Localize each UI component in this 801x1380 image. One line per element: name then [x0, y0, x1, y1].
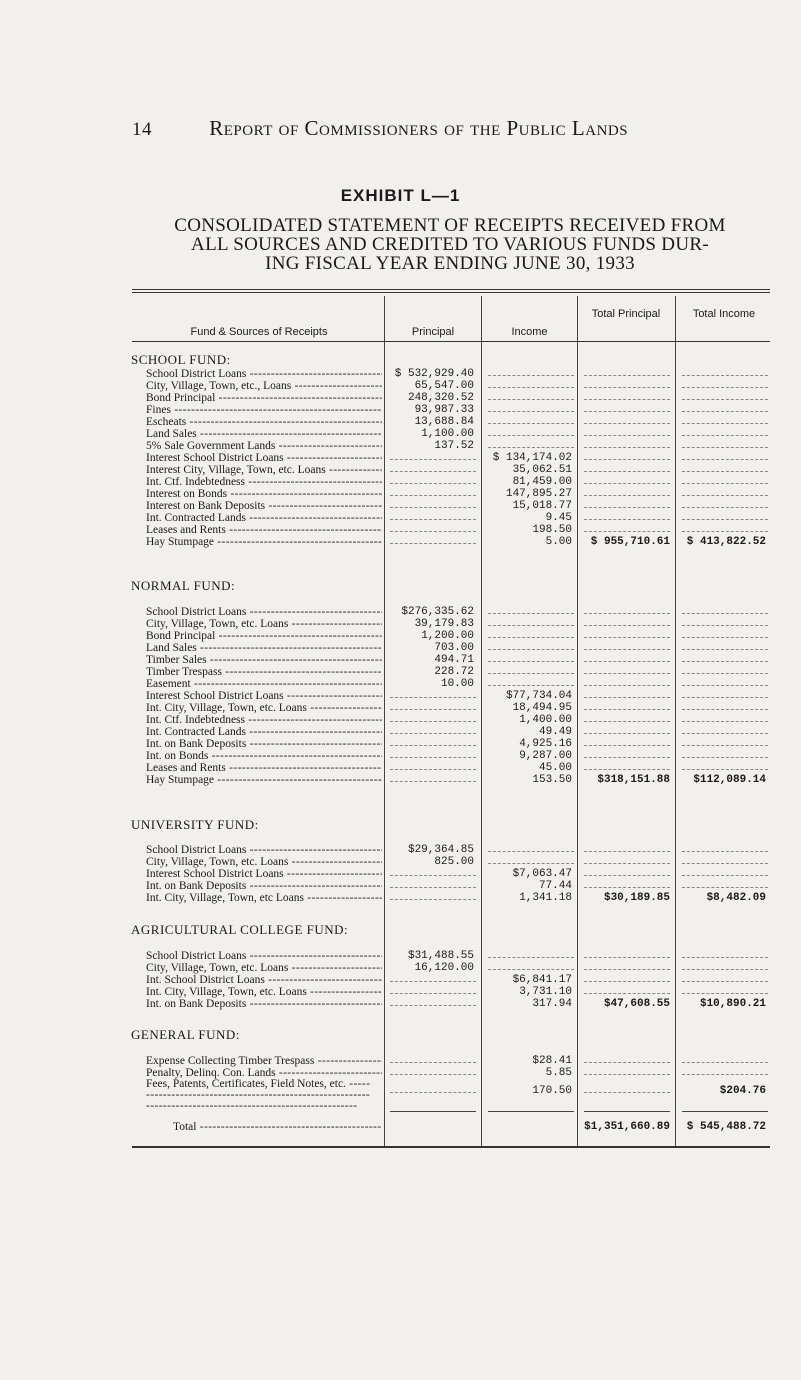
empty-cell-leader	[682, 507, 768, 508]
empty-cell-leader	[390, 887, 476, 888]
empty-cell-leader	[584, 1062, 670, 1063]
row-principal-value: 228.72	[434, 666, 474, 678]
row-label: Int. Ctf. Indebtedness -----	[146, 715, 382, 726]
row-tp-value: $30,189.85	[603, 892, 670, 904]
table-row	[0, 655, 801, 666]
empty-cell-leader	[584, 673, 670, 674]
row-label: Int. on Bank Deposits -----	[146, 999, 382, 1010]
empty-cell-leader	[390, 781, 476, 782]
empty-cell-leader	[390, 769, 476, 770]
empty-cell-leader	[682, 673, 768, 674]
empty-cell-leader	[584, 685, 670, 686]
heading-line-3: ING FISCAL YEAR ENDING JUNE 30, 1933	[265, 253, 635, 274]
table-row	[0, 643, 801, 654]
table-top-rule	[132, 289, 770, 290]
table-row	[0, 999, 801, 1010]
row-income-value: 317.94	[532, 998, 572, 1010]
empty-cell-leader	[390, 993, 476, 994]
row-principal-value: 10.00	[440, 678, 474, 690]
empty-cell-leader	[682, 471, 768, 472]
row-label: Hay Stumpage -----	[146, 775, 382, 786]
total-row	[0, 1122, 801, 1133]
table-row	[0, 525, 801, 536]
heading-line-2: ALL SOURCES AND CREDITED TO VARIOUS FUNDS DUR-	[191, 234, 709, 255]
row-tp-value: $47,608.55	[603, 998, 670, 1010]
row-label: Int. on Bank Deposits -----	[146, 739, 382, 750]
empty-cell-leader	[584, 613, 670, 614]
empty-cell-leader	[390, 495, 476, 496]
row-income-value: 3,731.10	[519, 986, 572, 998]
row-label: Bond Principal -----	[146, 393, 382, 404]
table-row	[0, 667, 801, 678]
empty-cell-leader	[488, 423, 574, 424]
empty-cell-leader	[682, 745, 768, 746]
row-income-value: 1,400.00	[519, 714, 572, 726]
table-row	[0, 465, 801, 476]
table-row	[0, 963, 801, 974]
empty-cell-leader	[390, 981, 476, 982]
table-row	[0, 679, 801, 690]
empty-cell-leader	[584, 531, 670, 532]
row-label: City, Village, Town, etc. Loans -----	[146, 857, 382, 868]
row-label: Interest on Bonds -----	[146, 489, 382, 500]
row-principal-value: 65,547.00	[414, 380, 474, 392]
empty-cell-leader	[488, 957, 574, 958]
empty-cell-leader	[682, 625, 768, 626]
table-row	[0, 417, 801, 428]
empty-cell-leader	[584, 435, 670, 436]
row-income-value: 45.00	[538, 762, 572, 774]
empty-cell-leader	[584, 471, 670, 472]
table-row	[0, 429, 801, 440]
row-label: Fines -----	[146, 405, 382, 416]
empty-cell-leader	[682, 957, 768, 958]
empty-cell-leader	[584, 697, 670, 698]
row-principal-value: 13,688.84	[414, 416, 474, 428]
row-ti-value: $8,482.09	[706, 892, 766, 904]
empty-cell-leader	[682, 649, 768, 650]
empty-cell-leader	[390, 543, 476, 544]
col-header-principal: Principal	[411, 326, 455, 338]
row-label: School District Loans -----	[146, 607, 382, 618]
empty-cell-leader	[682, 875, 768, 876]
empty-cell-leader	[682, 697, 768, 698]
row-income-value: 49.49	[538, 726, 572, 738]
col-header-fund: Fund & Sources of Receipts	[190, 326, 328, 338]
empty-cell-leader	[584, 661, 670, 662]
empty-cell-leader	[488, 387, 574, 388]
row-label: Hay Stumpage -----	[146, 537, 382, 548]
table-row	[0, 477, 801, 488]
row-label: Int. School District Loans -----	[146, 975, 382, 986]
row-label: City, Village, Town, etc., Loans -----	[146, 381, 382, 392]
empty-cell-leader	[682, 483, 768, 484]
row-income-value: 81,459.00	[512, 476, 572, 488]
empty-cell-leader	[584, 495, 670, 496]
total-rule	[488, 1111, 574, 1112]
table-row	[0, 739, 801, 750]
row-income-value: 153.50	[532, 774, 572, 786]
empty-cell-leader	[584, 625, 670, 626]
empty-cell-leader	[390, 483, 476, 484]
row-income-value: $7,063.47	[512, 868, 572, 880]
empty-cell-leader	[488, 447, 574, 448]
empty-cell-leader	[682, 411, 768, 412]
empty-cell-leader	[682, 375, 768, 376]
empty-cell-leader	[682, 613, 768, 614]
empty-cell-leader	[682, 661, 768, 662]
empty-cell-leader	[390, 459, 476, 460]
row-label: Leases and Rents -----	[146, 763, 382, 774]
table-row	[0, 951, 801, 962]
empty-cell-leader	[584, 709, 670, 710]
col-header-total-income: Total Income	[692, 308, 756, 320]
table-row	[0, 893, 801, 904]
row-label: Expense Collecting Timber Trespass -----	[146, 1056, 382, 1067]
empty-cell-leader	[682, 887, 768, 888]
row-label: Interest on Bank Deposits -----	[146, 501, 382, 512]
table-row	[0, 405, 801, 416]
empty-cell-leader	[488, 637, 574, 638]
row-income-value: 147,895.27	[505, 488, 572, 500]
empty-cell-leader	[584, 957, 670, 958]
empty-cell-leader	[488, 969, 574, 970]
row-label: School District Loans -----	[146, 951, 382, 962]
row-label: Penalty, Delinq. Con. Lands -----	[146, 1068, 382, 1079]
table-row	[0, 857, 801, 868]
empty-cell-leader	[584, 875, 670, 876]
table-row	[0, 501, 801, 512]
row-income-value: 9.45	[545, 512, 572, 524]
empty-cell-leader	[584, 981, 670, 982]
empty-cell-leader	[390, 745, 476, 746]
exhibit-label: EXHIBIT L—1	[340, 186, 461, 205]
empty-cell-leader	[390, 697, 476, 698]
table-row	[0, 513, 801, 524]
empty-cell-leader	[682, 993, 768, 994]
row-label: Int. on Bonds -----	[146, 751, 382, 762]
col-header-total-principal: Total Principal	[591, 308, 661, 320]
empty-cell-leader	[390, 507, 476, 508]
row-income-value: 18,494.95	[512, 702, 572, 714]
total-income-value: $ 545,488.72	[686, 1121, 766, 1133]
table-row	[0, 987, 801, 998]
table-row	[0, 727, 801, 738]
empty-cell-leader	[390, 875, 476, 876]
empty-cell-leader	[682, 981, 768, 982]
empty-cell-leader	[390, 733, 476, 734]
row-label: Int. Ctf. Indebtedness -----	[146, 477, 382, 488]
row-label: Easement -----	[146, 679, 382, 690]
row-principal-value: 1,100.00	[421, 428, 474, 440]
empty-cell-leader	[682, 399, 768, 400]
row-label: Int. City, Village, Town, etc. Loans -----	[146, 987, 382, 998]
table-row	[0, 369, 801, 380]
row-label: Timber Trespass -----	[146, 667, 382, 678]
row-principal-value: 93,987.33	[414, 404, 474, 416]
row-label: Int. Contracted Lands -----	[146, 513, 382, 524]
row-income-value: 198.50	[532, 524, 572, 536]
table-row	[0, 691, 801, 702]
empty-cell-leader	[390, 709, 476, 710]
empty-cell-leader	[584, 887, 670, 888]
empty-cell-leader	[488, 613, 574, 614]
row-label: Land Sales -----	[146, 643, 382, 654]
table-row	[0, 763, 801, 774]
empty-cell-leader	[682, 1062, 768, 1063]
empty-cell-leader	[682, 733, 768, 734]
table-row	[0, 1068, 801, 1079]
empty-cell-leader	[584, 459, 670, 460]
table-row	[0, 703, 801, 714]
empty-cell-leader	[488, 851, 574, 852]
total-rule	[584, 1111, 670, 1112]
table-row	[0, 453, 801, 464]
row-label: School District Loans -----	[146, 845, 382, 856]
empty-cell-leader	[584, 483, 670, 484]
empty-cell-leader	[682, 435, 768, 436]
empty-cell-leader	[584, 993, 670, 994]
empty-cell-leader	[584, 411, 670, 412]
empty-cell-leader	[584, 745, 670, 746]
empty-cell-leader	[584, 1074, 670, 1075]
empty-cell-leader	[584, 649, 670, 650]
empty-cell-leader	[584, 1092, 670, 1093]
row-ti-value: $204.76	[719, 1085, 766, 1097]
empty-cell-leader	[488, 685, 574, 686]
row-label: Int. on Bank Deposits -----	[146, 881, 382, 892]
empty-cell-leader	[390, 1074, 476, 1075]
empty-cell-leader	[682, 685, 768, 686]
empty-cell-leader	[488, 435, 574, 436]
total-label: Total -----	[173, 1122, 382, 1133]
page-number: 14	[132, 119, 152, 140]
empty-cell-leader	[682, 863, 768, 864]
empty-cell-leader	[584, 507, 670, 508]
row-label: Interest City, Village, Town, etc. Loans -----	[146, 465, 382, 476]
empty-cell-leader	[584, 969, 670, 970]
empty-cell-leader	[584, 375, 670, 376]
empty-cell-leader	[488, 399, 574, 400]
row-tp-value: $ 955,710.61	[590, 536, 670, 548]
empty-cell-leader	[390, 757, 476, 758]
empty-cell-leader	[488, 649, 574, 650]
empty-cell-leader	[682, 423, 768, 424]
section-agricultural-fund: AGRICULTURAL COLLEGE FUND:	[131, 922, 349, 937]
row-principal-value: 494.71	[434, 654, 474, 666]
section-school-fund: SCHOOL FUND:	[131, 352, 231, 367]
row-label: Interest School District Loans -----	[146, 453, 382, 464]
row-label: Leases and Rents -----	[146, 525, 382, 536]
row-label: 5% Sale Government Lands -----	[146, 441, 382, 452]
row-income-value: 77.44	[538, 880, 572, 892]
row-ti-value: $112,089.14	[693, 774, 766, 786]
empty-cell-leader	[682, 721, 768, 722]
empty-cell-leader	[682, 387, 768, 388]
row-principal-value: $ 532,929.40	[394, 368, 474, 380]
row-principal-value: 137.52	[434, 440, 474, 452]
table-row	[0, 441, 801, 452]
row-income-value: 9,287.00	[519, 750, 572, 762]
row-principal-value: 703.00	[434, 642, 474, 654]
row-tp-value: $318,151.88	[597, 774, 670, 786]
table-row	[0, 619, 801, 630]
empty-cell-leader	[390, 519, 476, 520]
empty-cell-leader	[682, 709, 768, 710]
row-income-value: 1,341.18	[519, 892, 572, 904]
row-income-value: 35,062.51	[512, 464, 572, 476]
table-row	[0, 869, 801, 880]
total-principal-value: $1,351,660.89	[584, 1121, 670, 1133]
row-ti-value: $ 413,822.52	[686, 536, 766, 548]
empty-cell-leader	[682, 851, 768, 852]
empty-cell-leader	[390, 531, 476, 532]
row-principal-value: 1,200.00	[421, 630, 474, 642]
empty-cell-leader	[488, 375, 574, 376]
page-header	[132, 116, 712, 141]
row-label: Interest School District Loans -----	[146, 691, 382, 702]
row-label: Int. Contracted Lands -----	[146, 727, 382, 738]
row-income-value: 15,018.77	[512, 500, 572, 512]
total-rule	[682, 1111, 768, 1112]
table-row	[0, 881, 801, 892]
row-income-value: 170.50	[532, 1085, 572, 1097]
empty-cell-leader	[584, 447, 670, 448]
table-row	[0, 381, 801, 392]
section-general-fund: GENERAL FUND:	[131, 1027, 240, 1042]
table-row	[0, 1056, 801, 1067]
empty-cell-leader	[682, 447, 768, 448]
row-income-value: $ 134,174.02	[492, 452, 572, 464]
table-row	[0, 537, 801, 548]
section-normal-fund: NORMAL FUND:	[131, 578, 236, 593]
row-income-value: $28.41	[532, 1055, 572, 1067]
row-principal-value: $276,335.62	[401, 606, 474, 618]
empty-cell-leader	[682, 769, 768, 770]
empty-cell-leader	[584, 387, 670, 388]
empty-cell-leader	[682, 519, 768, 520]
row-principal-value: 825.00	[434, 856, 474, 868]
row-income-value: 5.85	[545, 1067, 572, 1079]
row-label: Land Sales -----	[146, 429, 382, 440]
table-row	[0, 1079, 801, 1097]
row-income-value: $6,841.17	[512, 974, 572, 986]
empty-cell-leader	[390, 721, 476, 722]
row-income-value: $77,734.04	[505, 690, 572, 702]
empty-cell-leader	[584, 399, 670, 400]
table-bottom-rule	[132, 1146, 770, 1148]
empty-cell-leader	[390, 1092, 476, 1093]
table-row	[0, 775, 801, 786]
table-row	[0, 751, 801, 762]
empty-cell-leader	[390, 1062, 476, 1063]
table-row	[0, 489, 801, 500]
empty-cell-leader	[584, 733, 670, 734]
section-university-fund: UNIVERSITY FUND:	[131, 817, 259, 832]
table-row	[0, 715, 801, 726]
statement-heading	[120, 216, 780, 273]
empty-cell-leader	[390, 1005, 476, 1006]
empty-cell-leader	[584, 769, 670, 770]
row-label: School District Loans -----	[146, 369, 382, 380]
row-income-value: 4,925.16	[519, 738, 572, 750]
empty-cell-leader	[488, 673, 574, 674]
empty-cell-leader	[584, 721, 670, 722]
empty-cell-leader	[682, 757, 768, 758]
empty-cell-leader	[584, 637, 670, 638]
row-principal-value: $29,364.85	[407, 844, 474, 856]
row-label: City, Village, Town, etc. Loans -----	[146, 963, 382, 974]
row-label: Bond Principal -----	[146, 631, 382, 642]
col-header-income: Income	[511, 326, 548, 338]
row-label: Escheats -----	[146, 417, 382, 428]
row-principal-value: 248,320.52	[407, 392, 474, 404]
row-label: Timber Sales -----	[146, 655, 382, 666]
empty-cell-leader	[682, 969, 768, 970]
empty-cell-leader	[488, 863, 574, 864]
row-label: Int. City, Village, Town, etc Loans -----	[146, 893, 382, 904]
table-row	[0, 631, 801, 642]
row-income-value: 5.00	[545, 536, 572, 548]
empty-cell-leader	[488, 625, 574, 626]
empty-cell-leader	[682, 531, 768, 532]
empty-cell-leader	[682, 637, 768, 638]
empty-cell-leader	[584, 757, 670, 758]
empty-cell-leader	[584, 863, 670, 864]
row-principal-value: 16,120.00	[414, 962, 474, 974]
row-principal-value: $31,488.55	[407, 950, 474, 962]
row-label: Int. City, Village, Town, etc. Loans -----	[146, 703, 382, 714]
empty-cell-leader	[584, 423, 670, 424]
running-title: Report of Commissioners of the Public Lands	[209, 116, 629, 140]
table-row	[0, 607, 801, 618]
row-principal-value: 39,179.83	[414, 618, 474, 630]
table-row	[0, 393, 801, 404]
row-ti-value: $10,890.21	[699, 998, 766, 1010]
table-row	[0, 845, 801, 856]
heading-line-1: CONSOLIDATED STATEMENT OF RECEIPTS RECEIVED FROM	[174, 215, 726, 236]
empty-cell-leader	[584, 851, 670, 852]
row-label: City, Village, Town, etc. Loans -----	[146, 619, 382, 630]
empty-cell-leader	[682, 459, 768, 460]
empty-cell-leader	[584, 519, 670, 520]
row-label: Fees, Patents, Certificates, Field Notes, etc. -----	[146, 1079, 374, 1112]
empty-cell-leader	[488, 661, 574, 662]
empty-cell-leader	[390, 471, 476, 472]
table-top-rule-2	[132, 292, 770, 293]
empty-cell-leader	[682, 1074, 768, 1075]
table-row	[0, 975, 801, 986]
empty-cell-leader	[488, 411, 574, 412]
empty-cell-leader	[390, 899, 476, 900]
empty-cell-leader	[682, 495, 768, 496]
total-rule	[390, 1111, 476, 1112]
row-label: Interest School District Loans -----	[146, 869, 382, 880]
